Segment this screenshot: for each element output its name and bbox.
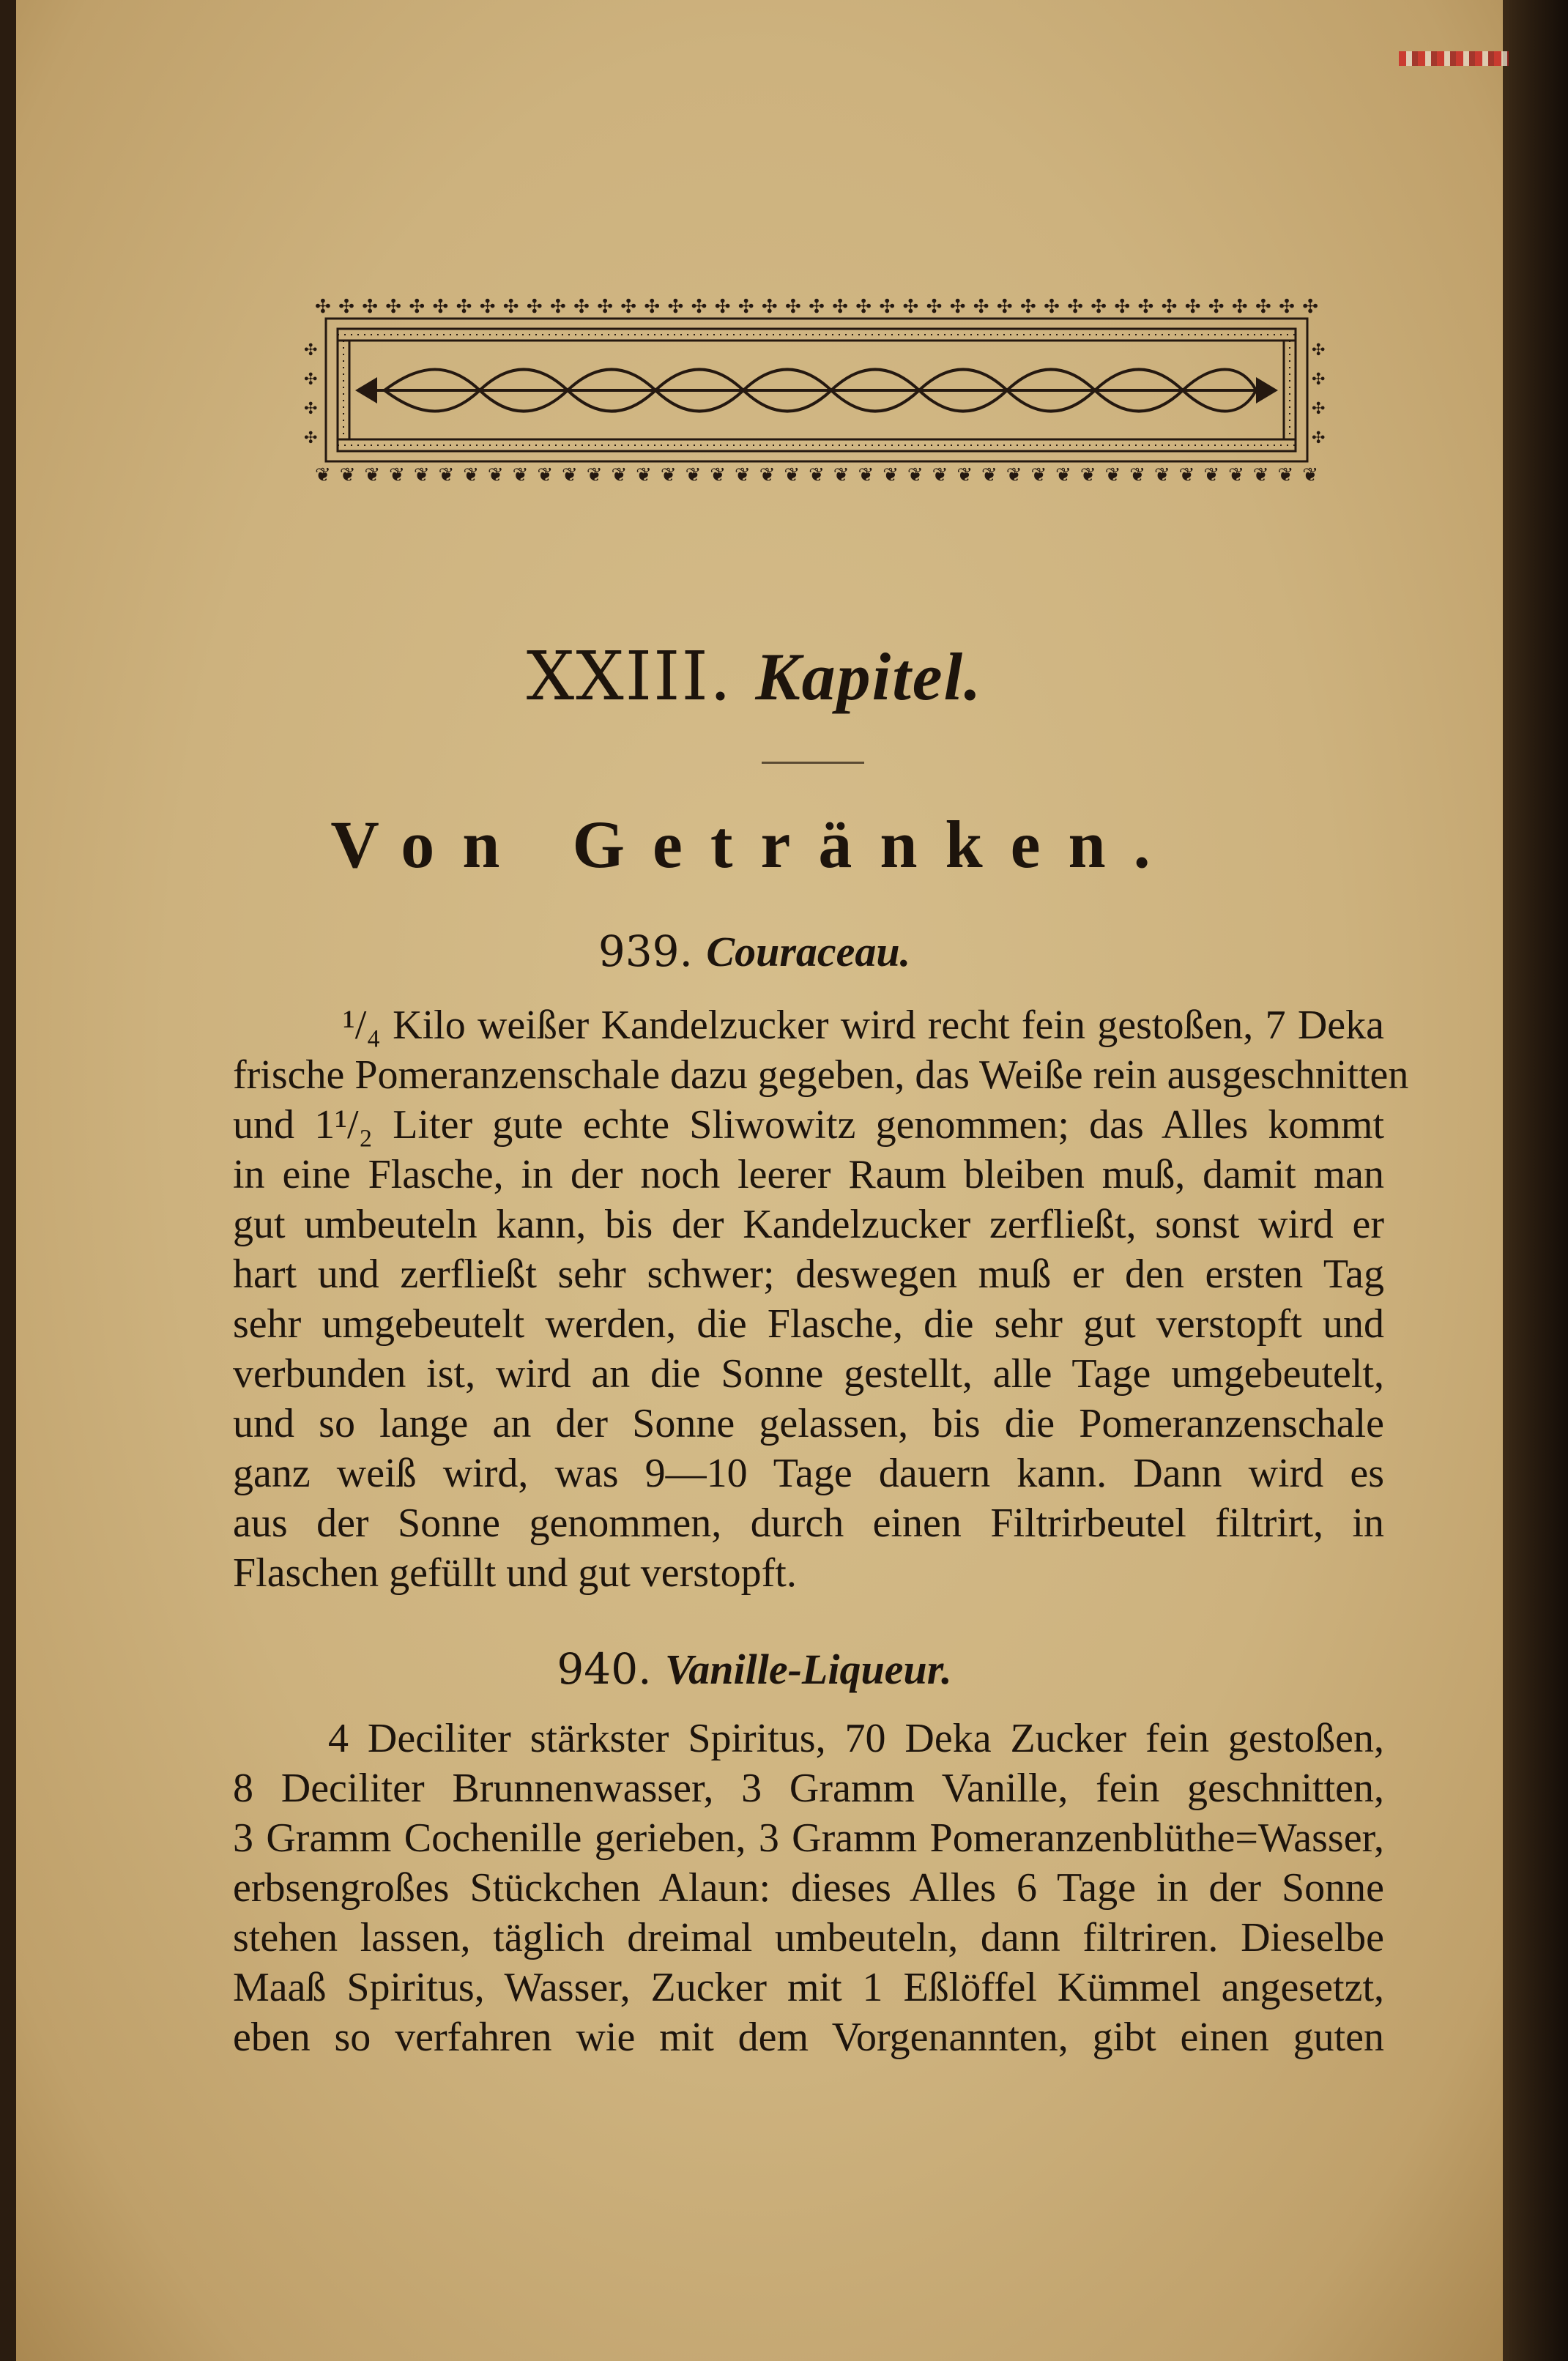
recipe-name: Couraceau.	[706, 928, 911, 975]
text-line: Flaschen gefüllt und gut verstopft.	[233, 1550, 797, 1596]
text-line: 3 Gramm Cochenille gerieben, 3 Gramm Pomeranzenblüthe=Wasser,	[233, 1815, 1384, 1861]
recipe-name: Vanille-Liqueur.	[664, 1646, 952, 1693]
svg-text:✣: ✣	[1312, 341, 1326, 360]
text-line: Maaß Spiritus, Wasser, Zucker mit 1 Eßlöffel Kümmel angesetzt,	[233, 1965, 1384, 2010]
recipe-text-939	[233, 1000, 1409, 1598]
chapter-heading	[0, 637, 1509, 715]
text-line: und so lange an der Sonne gelassen, bis die Pomeranzenschale	[233, 1401, 1384, 1446]
heading-divider	[762, 762, 864, 764]
text-line: in eine Flasche, in der noch leerer Raum bleiben muß, damit man	[233, 1152, 1384, 1197]
recipe-text-940	[233, 1714, 1384, 2062]
svg-text:✣: ✣	[304, 429, 318, 447]
text-line: ¹/₄ Kilo weißer Kandelzucker wird recht fein gestoßen, 7 Deka	[343, 1003, 1384, 1048]
svg-text:❦❦❦❦❦❦❦❦❦❦❦❦❦❦❦❦❦❦❦❦❦❦❦❦❦❦❦❦❦❦: ❦❦❦❦❦❦❦❦❦❦❦❦❦❦❦❦❦❦❦❦❦❦❦❦❦❦❦❦❦❦❦❦❦❦❦❦❦❦❦❦❦	[315, 464, 1318, 486]
svg-text:✣: ✣	[1312, 429, 1326, 447]
ornamental-header-border	[304, 289, 1329, 491]
svg-text:✣✣✣✣✣✣✣✣✣✣✣✣✣✣✣✣✣✣✣✣✣✣✣✣✣✣✣✣✣✣: ✣✣✣✣✣✣✣✣✣✣✣✣✣✣✣✣✣✣✣✣✣✣✣✣✣✣✣✣✣✣✣✣✣✣✣✣✣✣✣✣✣✣✣	[315, 296, 1318, 318]
svg-text:✣: ✣	[1312, 371, 1326, 389]
section-title: Von Getränken.	[330, 807, 1178, 882]
chapter-number: XXIII.	[526, 637, 733, 715]
recipe-heading-940	[0, 1644, 1509, 1694]
text-line: aus der Sonne genommen, durch einen Filtrirbeutel filtrirt, in	[233, 1501, 1384, 1546]
text-line: und 1¹/₂ Liter gute echte Sliwowitz genommen; das Alles kommt	[233, 1102, 1384, 1148]
recipe-number: 940.	[557, 1644, 652, 1694]
page-left-edge	[0, 0, 16, 2361]
text-line: hart und zerfließt sehr schwer; deswegen muß er den ersten Tag	[233, 1252, 1384, 1297]
text-line: sehr umgebeutelt werden, die Flasche, die sehr gut verstopft und	[233, 1301, 1384, 1347]
text-line: eben so verfahren wie mit dem Vorgenannten, gibt einen guten	[233, 2015, 1384, 2060]
svg-text:✣: ✣	[304, 341, 318, 360]
chapter-word: Kapitel.	[755, 639, 983, 714]
text-line: erbsengroßes Stückchen Alaun: dieses Alles 6 Tage in der Sonne	[233, 1865, 1384, 1911]
recipe-number: 939.	[598, 926, 693, 976]
svg-text:✣: ✣	[304, 371, 318, 389]
text-line: ganz weiß wird, was 9—10 Tage dauern kann. Dann wird es	[233, 1451, 1384, 1496]
svg-text:✣: ✣	[1312, 400, 1326, 418]
text-line: verbunden ist, wird an die Sonne gestellt, alle Tage umgebeutelt,	[233, 1351, 1384, 1397]
text-line: 8 Deciliter Brunnenwasser, 3 Gramm Vanille, fein geschnitten,	[233, 1766, 1384, 1811]
text-line: 4 Deciliter stärkster Spiritus, 70 Deka Zucker fein gestoßen,	[328, 1716, 1384, 1761]
text-line: gut umbeuteln kann, bis der Kandelzucker zerfließt, sonst wird er	[233, 1202, 1384, 1247]
page-edge-marker	[1399, 51, 1509, 66]
book-spine-edge	[1503, 0, 1568, 2361]
text-line: frische Pomeranzenschale dazu gegeben, das Weiße rein ausgeschnitten	[233, 1052, 1409, 1098]
text-line: stehen lassen, täglich dreimal umbeuteln, dann filtriren. Dieselbe	[233, 1915, 1384, 1960]
svg-text:✣: ✣	[304, 400, 318, 418]
recipe-heading-939	[0, 926, 1509, 976]
